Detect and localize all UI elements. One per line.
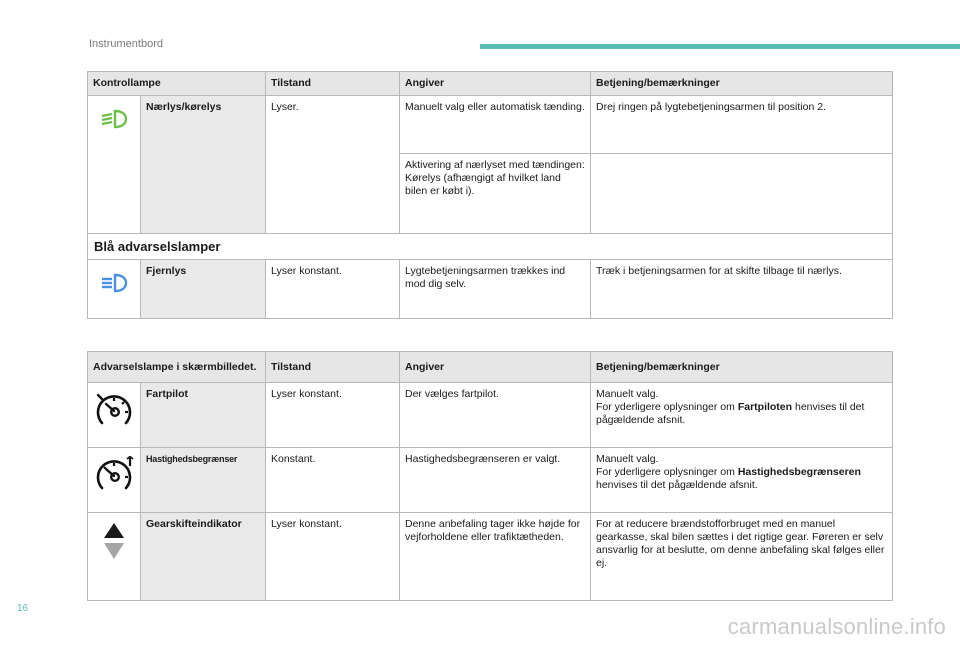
lamp-name: Fjernlys: [141, 260, 266, 319]
action-bold: Hastighedsbegrænseren: [737, 466, 861, 478]
speed-limiter-icon-cell: [88, 448, 141, 513]
lamp-action-2: [591, 154, 893, 234]
lamp-indicates: Manuelt valg eller automatisk tænding.: [400, 96, 591, 154]
section-title: Instrumentbord: [89, 38, 163, 50]
action-text: henvises til det pågældende afsnit.: [596, 479, 758, 491]
action-text: For yderligere oplysninger om: [596, 466, 738, 478]
action-text: henvises til det pågældende afsnit.: [596, 401, 865, 426]
low-beam-icon-cell: [88, 96, 141, 234]
table-row: [88, 96, 893, 154]
lamp-name: Fartpilot: [141, 383, 266, 448]
section-row-blue: [88, 234, 893, 260]
lamp-action: For at reducere brændstofforbruget med en manuel gearkasse, skal bilen sættes i det rigtige gear. Føreren er selv ansvarlig for at beslutte, om denne anbefaling skal følges eller ej.: [591, 513, 893, 601]
high-beam-icon-cell: [88, 260, 141, 319]
lamp-action: Drej ringen på lygtebetjeningsarmen til position 2.: [591, 96, 893, 154]
low-beam-icon: [99, 108, 129, 130]
gear-shift-indicator-icon: [102, 521, 126, 561]
col-header-indicates: Angiver: [400, 352, 591, 383]
table-row: [88, 513, 893, 601]
col-header-state: Tilstand: [266, 352, 400, 383]
lamp-action: [591, 383, 893, 448]
lamp-indicates: Lygtebetjeningsarmen trækkes ind mod dig selv.: [400, 260, 591, 319]
lamp-indicates-2: Aktivering af nærlyset med tændingen: Kørelys (afhængigt af hvilket land bilen er købt i).: [400, 154, 591, 234]
table-row: [88, 448, 893, 513]
col-header-action: Betjening/bemærkninger: [591, 352, 893, 383]
lamp-state: Lyser.: [266, 96, 400, 234]
section-heading-blue: Blå advarselslamper: [88, 234, 893, 260]
action-text: For yderligere oplysninger om: [596, 401, 738, 413]
lamp-indicates: Der vælges fartpilot.: [400, 383, 591, 448]
lamp-name: Hastighedsbegrænser: [141, 448, 266, 513]
page-number: 16: [17, 603, 29, 614]
lamp-indicates: Denne anbefaling tager ikke højde for vejforholdene eller trafiktætheden.: [400, 513, 591, 601]
header-accent-bar: [480, 44, 960, 49]
lamp-name: Gearskifteindikator: [141, 513, 266, 601]
action-text: Manuelt valg.: [596, 453, 659, 465]
watermark: carmanualsonline.info: [727, 614, 946, 639]
lamp-action: [591, 448, 893, 513]
table-header-row: [88, 72, 893, 96]
speed-limiter-icon: [94, 456, 134, 496]
col-header-indicates: Angiver: [400, 72, 591, 96]
col-header-action: Betjening/bemærkninger: [591, 72, 893, 96]
cruise-control-icon: [94, 391, 134, 431]
lamp-state: Lyser konstant.: [266, 383, 400, 448]
col-header-state: Tilstand: [266, 72, 400, 96]
warning-lamps-table: [87, 71, 893, 319]
col-header-lamp: Advarselslampe i skærmbilledet.: [88, 352, 266, 383]
display-lamps-table: [87, 351, 893, 601]
lamp-action: Træk i betjeningsarmen for at skifte tilbage til nærlys.: [591, 260, 893, 319]
high-beam-icon: [99, 272, 129, 294]
lamp-state: Lyser konstant.: [266, 260, 400, 319]
col-header-lamp: Kontrollampe: [88, 72, 266, 96]
table-row: [88, 383, 893, 448]
gear-shift-indicator-icon-cell: [88, 513, 141, 601]
table-header-row: [88, 352, 893, 383]
table-row: [88, 260, 893, 319]
action-bold: Fartpiloten: [737, 401, 793, 413]
lamp-name: Nærlys/kørelys: [141, 96, 266, 234]
action-text: Manuelt valg.: [596, 388, 659, 400]
cruise-control-icon-cell: [88, 383, 141, 448]
lamp-state: Lyser konstant.: [266, 513, 400, 601]
lamp-state: Konstant.: [266, 448, 400, 513]
lamp-indicates: Hastighedsbegrænseren er valgt.: [400, 448, 591, 513]
